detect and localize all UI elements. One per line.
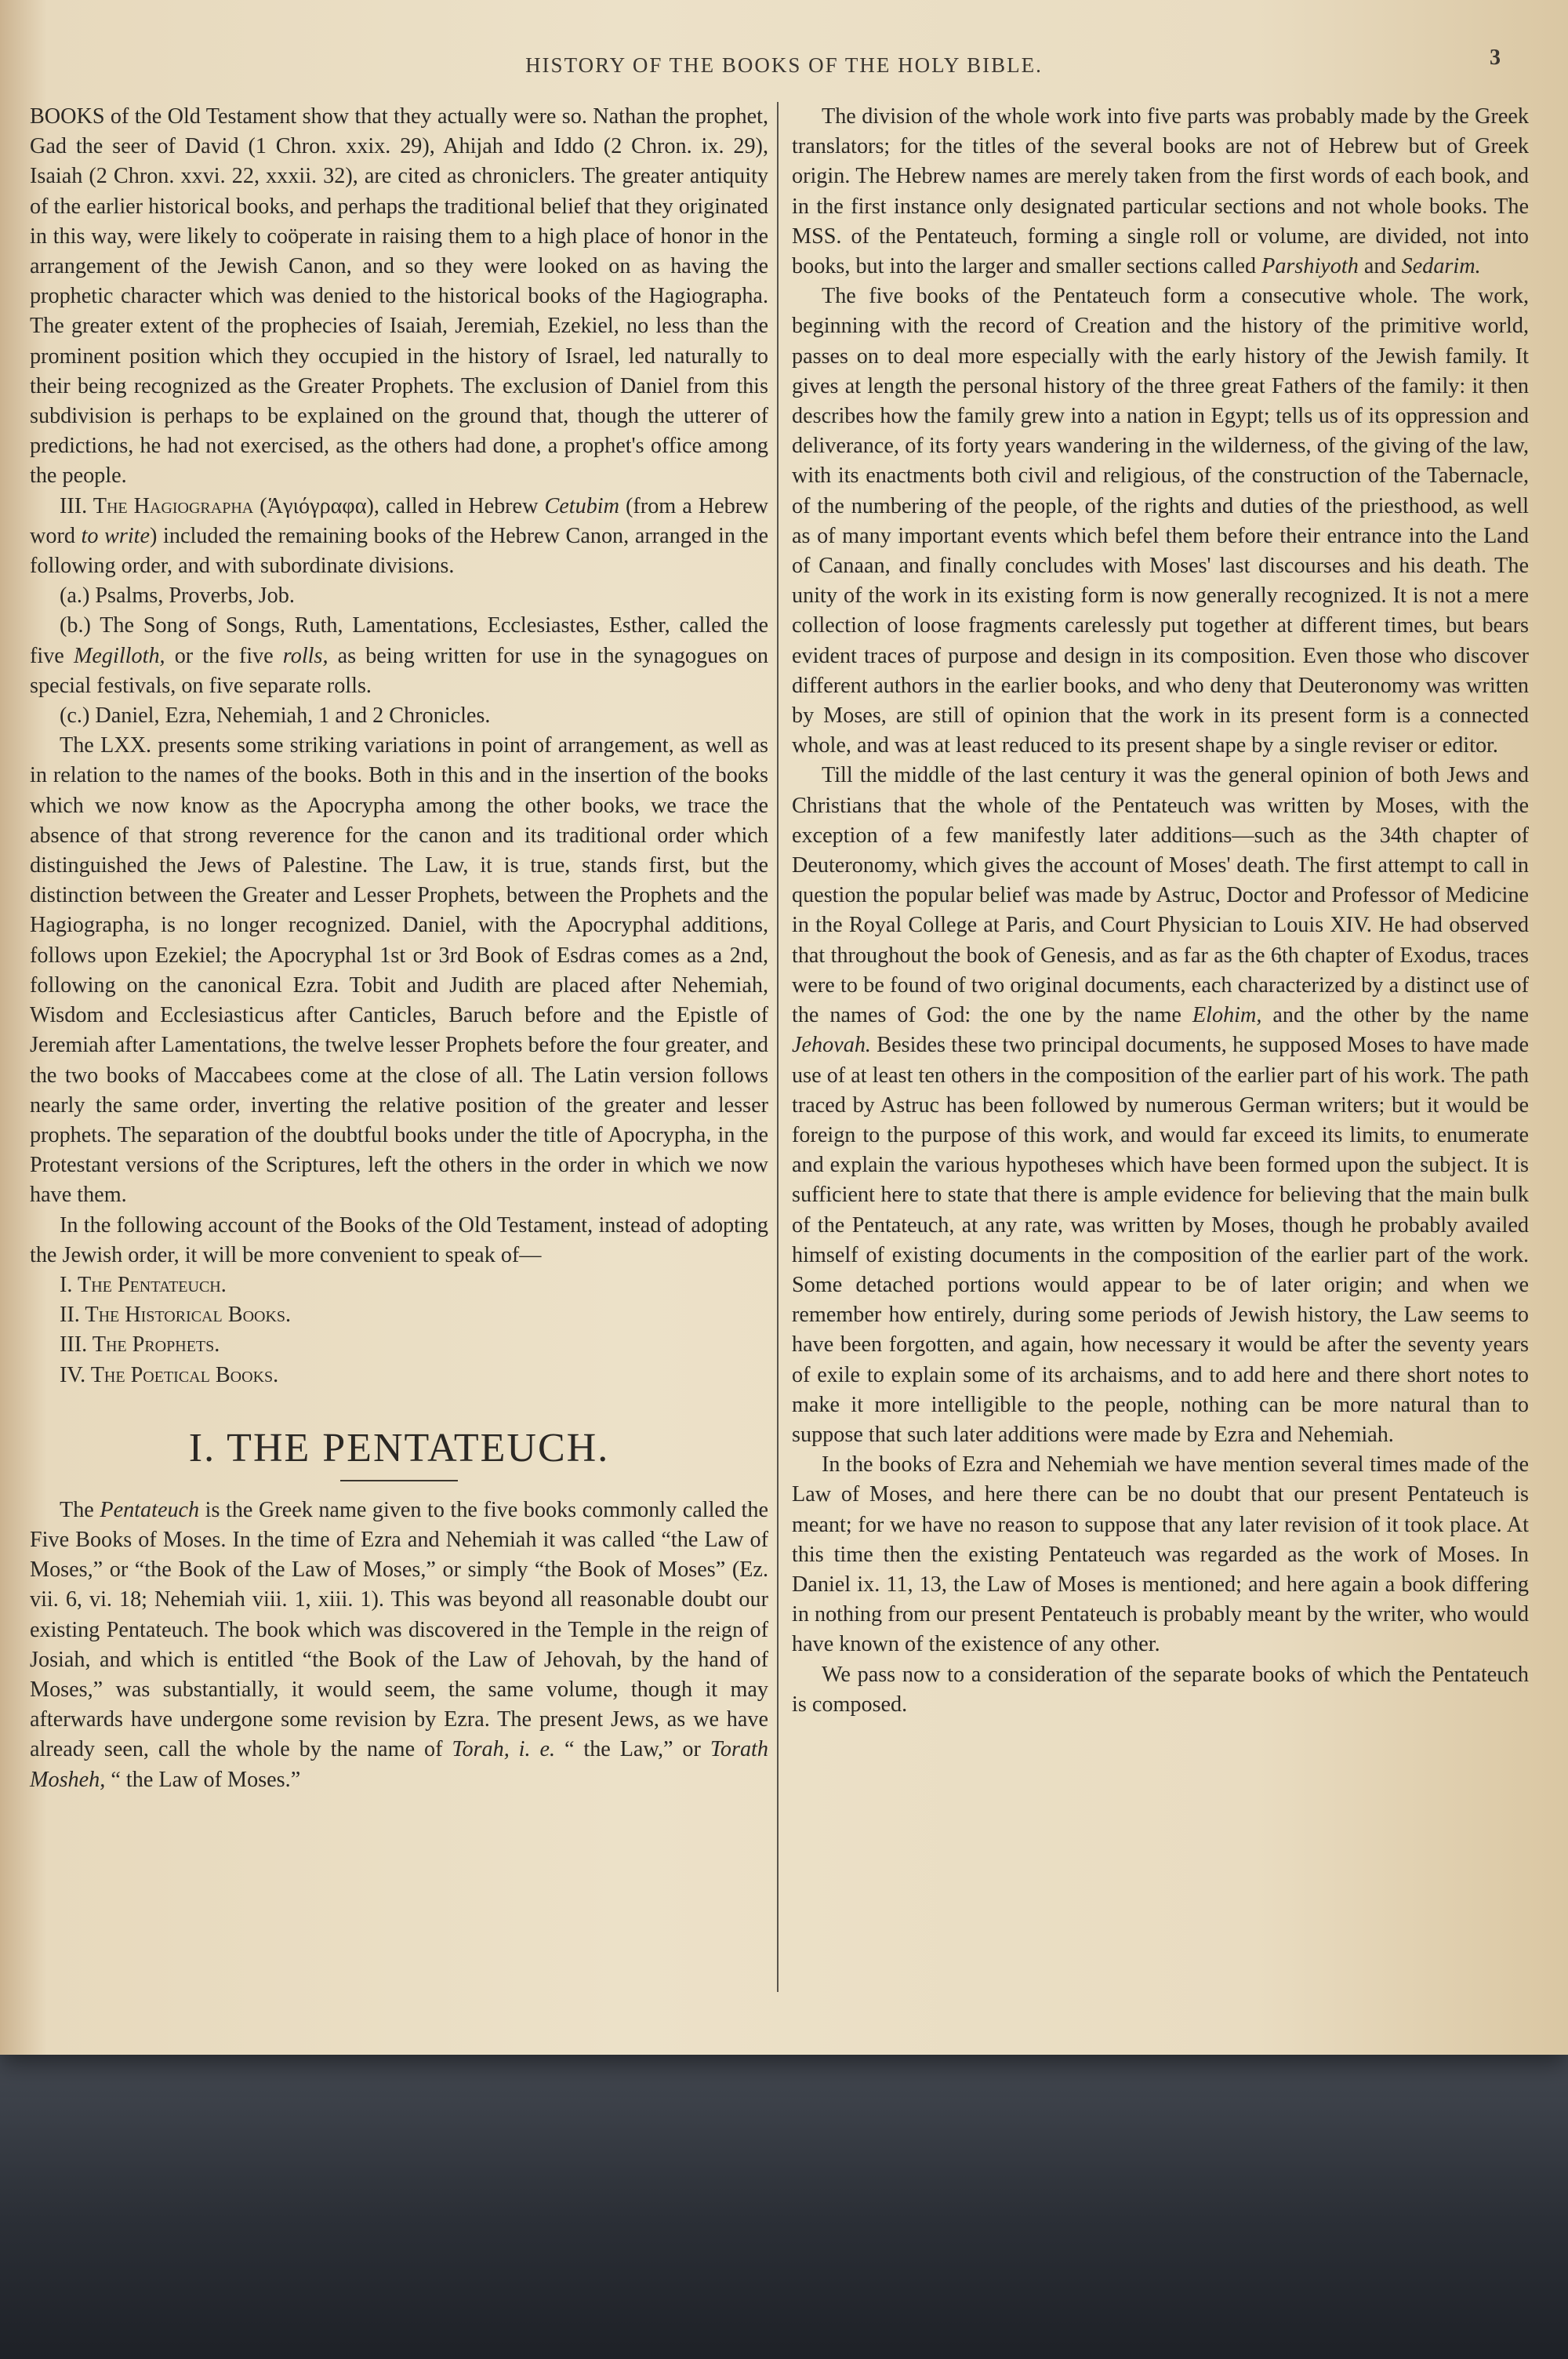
title-rule [340, 1480, 458, 1481]
left-column [30, 102, 768, 1795]
running-title: HISTORY OF THE BOOKS OF THE HOLY BIBLE. [525, 53, 1043, 77]
paragraph-hagiographa: III. The Hagiographa (Ἁγιόγραφα), called in Hebrew Cetubim (from a Hebrew word to write) included the remaining books of the Hebrew Canon, arranged in the following order, and with subordinate divisions. [30, 493, 768, 579]
paragraph: BOOKS of the Old Testament show that they actually were so. Nathan the prophet, Gad the seer of David (1 Chron. xxix. 29), Ahijah and Iddo (2 Chron. ix. 29), Isaiah (2 Chron. xxvi. 22, xxxii. 32), are cited as chroniclers. The greater antiquity of the earlier historical books, and perhaps the traditional belief that they originated in this way, were likely to coöperate in raising them to a high place of honor in the arrangement of the Jewish Canon, and so they were looked on as having the prophetic character which was denied to the historical books of the Hagiographa. The greater extent of the prophecies of Isaiah, Jeremiah, Ezekiel, no less than the prominent position which they occupied in the history of Israel, led naturally to their being recognized as the Greater Prophets. The exclusion of Daniel from this subdivision is perhaps to be explained on the ground that, though the utterer of predictions, he had not exercised, as the others had done, a prophet's office among the people. [30, 104, 768, 489]
paragraph: The LXX. presents some striking variations in point of arrangement, as well as in relation to the names of the books. Both in this and in the insertion of the books which we now know as the Apocrypha among the other books, we trace the absence of that strong reverence for the canon and its traditional order which distinguished the Jews of Palestine. The Law, it is true, stands first, but the distinction between the Greater and Lesser Prophets, between the Prophets and the Hagiographa, is no longer recognized. Daniel, with the Apocryphal additions, follows upon Ezekiel; the Apocryphal 1st or 3rd Book of Esdras comes as a 2nd, following on the canonical Ezra. Tobit and Judith are placed after Nehemiah, Wisdom and Ecclesiasticus after Canticles, Baruch before and the Epistle of Jeremiah after Lamentations, the twelve lesser Prophets before the four greater, and the two books of Maccabees come at the close of all. The Latin version follows nearly the same order, inverting the relative position of the greater and lesser prophets. The separation of the doubtful books under the title of Apocrypha, in the Protestant versions of the Scriptures, left the others in the order in which we now have them. [30, 733, 768, 1208]
section-title: I. THE PENTATEUCH. [188, 1425, 610, 1470]
background-surface [0, 2008, 1568, 2359]
division-list-item: I. The Pentateuch. [60, 1272, 227, 1297]
paragraph: In the books of Ezra and Nehemiah we have mention several times made of the Law of Moses, and here there can be no doubt that our present Pentateuch is meant; for we have no reason to suppose that any later revision of it took place. At this time then the existing Pentateuch was regarded as the work of Moses. In Daniel ix. 11, 13, the Law of Moses is mentioned; and here again a book differing in nothing from our present Pentateuch is probably meant by the writer, who would have known of the existence of any other. [792, 1452, 1529, 1657]
paragraph: We pass now to a consideration of the separate books of which the Pentateuch is composed. [792, 1662, 1529, 1717]
paragraph-pentateuch: The Pentateuch is the Greek name given to the five books commonly called the Five Books of Moses. In the time of Ezra and Nehemiah it was called “the Law of Moses,” or “the Book of the Law of Moses,” or simply “the Book of Moses” (Ez. vii. 6, vi. 18; Nehemiah viii. 1, xiii. 1). This was beyond all reasonable doubt our existing Pentateuch. The book which was discovered in the Temple in the reign of Josiah, and which is entitled “the Book of the Law of Jehovah, by the hand of Moses,” was substantially, it would seem, the same volume, though it may afterwards have undergone some revision by Ezra. The present Jews, as we have already seen, call the whole by the name of Torah, i. e. “ the Law,” or Torath Mosheh, “ the Law of Moses.” [30, 1497, 768, 1792]
list-item: (a.) Psalms, Proverbs, Job. [60, 583, 295, 609]
division-list-item: II. The Historical Books. [60, 1303, 292, 1328]
list-item: (b.) The Song of Songs, Ruth, Lamentations, Ecclesiastes, Esther, called the five Megilloth, or the five rolls, as being written for use in the synagogues on special festivals, on five separate rolls. [30, 613, 768, 698]
right-column [792, 102, 1529, 1720]
list-item: (c.) Daniel, Ezra, Nehemiah, 1 and 2 Chronicles. [60, 703, 491, 729]
page-number: 3 [1490, 45, 1501, 70]
paragraph: The five books of the Pentateuch form a consecutive whole. The work, beginning with the record of Creation and the history of the primitive world, passes on to deal more especially with the early history of the Jewish family. It gives at length the personal history of the three great Fathers of the family: it then describes how the family grew into a nation in Egypt; tells us of its oppression and deliverance, of its forty years wandering in the wilderness, of the giving of the law, with its enactments both civil and religious, of the construction of the Tabernacle, of the numbering of the people, of the rights and duties of the priesthood, as well as of many important events which befel them before their entrance into the Land of Canaan, and finally concludes with Moses' last discourses and his death. The unity of the work in its existing form is now generally recognized. It is not a mere collection of loose fragments carelessly put together at different times, but bears evident traces of purpose and design in its composition. Even those who discover different authors in the earlier books, and who deny that Deuteronomy was written by Moses, are still of opinion that the work in its present form is a connected whole, and was at least reduced to its present shape by a single reviser or editor. [792, 284, 1529, 758]
paragraph: In the following account of the Books of the Old Testament, instead of adopting the Jewish order, it will be more convenient to speak of— [30, 1212, 768, 1267]
division-list-item: III. The Prophets. [60, 1332, 220, 1358]
column-divider [777, 102, 779, 1992]
division-list-item: IV. The Poetical Books. [60, 1362, 279, 1387]
paragraph-astruc: Till the middle of the last century it was the general opinion of both Jews and Christians that the whole of the Pentateuch was written by Moses, with the exception of a few manifestly later additions—such as the 34th chapter of Deuteronomy, which gives the account of Moses' death. The first attempt to call in question the popular belief was made by Astruc, Doctor and Professor of Medicine in the Royal College at Paris, and Court Physician to Louis XIV. He had observed that throughout the book of Genesis, and as far as the 6th chapter of Exodus, traces were to be found of two original documents, each characterized by a distinct use of the names of God: the one by the name Elohim, and the other by the name Jehovah. Besides these two principal documents, he supposed Moses to have made use of at least ten others in the composition of the earlier part of his work. The path traced by Astruc has been followed by numerous German writers; but it would be foreign to the purpose of this work, and would far exceed its limits, to enumerate and explain the various hypotheses which have been formed upon the subject. It is sufficient here to state that there is ample evidence for believing that the main bulk of the Pentateuch, at any rate, was written by Moses, though he probably availed himself of existing documents in the composition of the earlier part of the work. Some detached portions would appear to be of later origin; and when we remember how entirely, during some periods of Jewish history, the Law seems to have been forgotten, and again, how necessary it would be after the seventy years of exile to explain some of its archaisms, and to add here and there short notes to make it more intelligible to the people, nothing can be more natural than to suppose that such later additions were made by Ezra and Nehemiah. [792, 763, 1529, 1447]
paragraph: The division of the whole work into five parts was probably made by the Greek translators; for the titles of the several books are not of Hebrew but of Greek origin. The Hebrew names are merely taken from the first words of each book, and in the first instance only designated particular sections and not whole books. The MSS. of the Pentateuch, forming a single roll or volume, are divided, not into books, but into the larger and smaller sections called Parshiyoth and Sedarim. [792, 104, 1529, 279]
